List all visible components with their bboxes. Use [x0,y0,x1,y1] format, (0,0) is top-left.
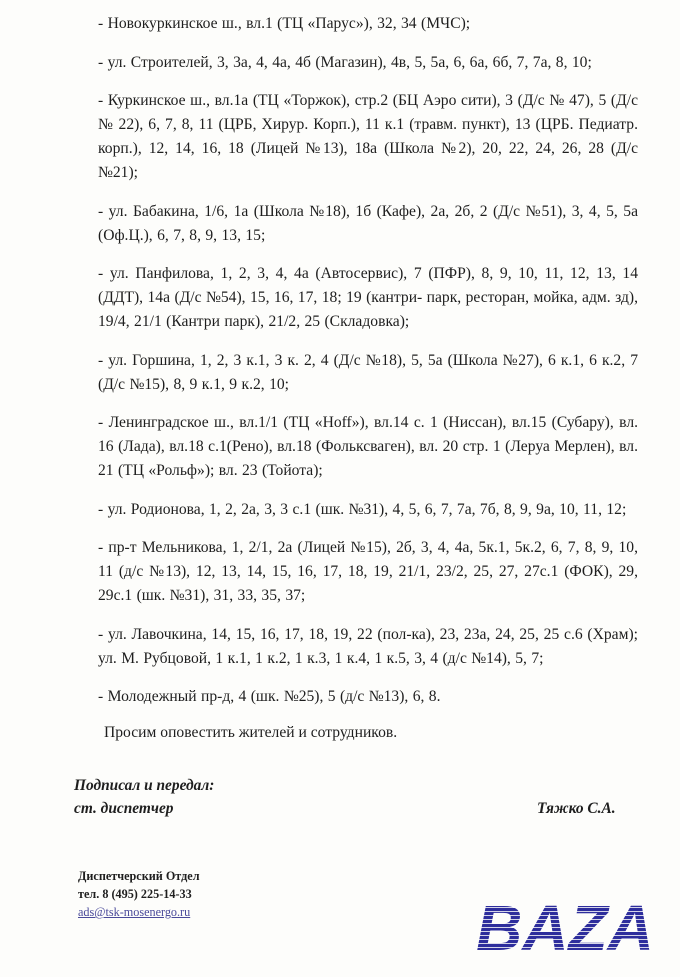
department-name: Диспетчерский Отдел [78,869,200,883]
signer-position: ст. диспетчер [74,800,174,817]
email-link[interactable]: ads@tsk-mosenergo.ru [78,905,191,919]
contact-block [78,867,200,921]
address-item: - Куркинское ш., вл.1а (ТЦ «Торжок), стр.2 (БЦ Аэро сити), 3 (Д/с № 47), 5 (Д/с № 22), 6, 7, 8, 11 (ЦРБ, Хирур. Корп.), 11 к.1 (травм. пункт), 13 (ЦРБ. Педиатр. корп.), 12, 14, 16, 18 (Лицей №13), 18а (Школа №2), 20, 22, 24, 26, 28 (Д/с №21); [98,92,638,181]
logo-text: BAZA [476,896,654,958]
address-item: - Новокуркинское ш., вл.1 (ТЦ «Парус»), 32, 34 (МЧС); [98,15,471,32]
notice-text: Просим оповестить жителей и сотрудников. [104,724,398,741]
address-item: - Ленинградское ш., вл.1/1 (ТЦ «Hoff»), вл.14 с. 1 (Ниссан), вл.15 (Субару), вл. 16 (Лада), вл.18 с.1(Рено), вл.18 (Фольксваген), вл. 20 стр. 1 (Леруа Мерлен), вл. 21 (ТЦ «Рольф»); вл. 23 (Тойота); [98,414,638,479]
baza-logo [470,896,660,958]
address-item: - Молодежный пр-д, 4 (шк. №25), 5 (д/с №13), 6, 8. [98,688,441,705]
signer-name: Тяжко С.А. [537,800,616,817]
address-list [98,12,638,724]
address-item: - пр-т Мельникова, 1, 2/1, 2а (Лицей №15), 2б, 3, 4, 4а, 5к.1, 5к.2, 6, 7, 8, 9, 10, 11 (д/с №13), 12, 13, 14, 15, 16, 17, 18, 19, 21/1, 23/2, 25, 27, 27с.1 (ФОК), 29, 29с.1 (шк. №31), 31, 33, 35, 37; [98,539,638,604]
signed-by-label: Подписал и передал: [74,777,215,794]
address-item: - ул. Панфилова, 1, 2, 3, 4, 4а (Автосервис), 7 (ПФР), 8, 9, 10, 11, 12, 13, 14 (ДДТ), 14а (Д/с №54), 15, 16, 17, 18; 19 (кантри- парк, ресторан, мойка, адм. зд), 19/4, 21/1 (Кантри парк), 21/2, 25 (Складовка); [98,265,638,330]
address-item: - ул. Бабакина, 1/6, 1а (Школа №18), 1б (Кафе), 2а, 2б, 2 (Д/с №51), 3, 4, 5, 5а (Оф.Ц.), 6, 7, 8, 9, 13, 15; [98,202,638,244]
address-item: - ул. Родионова, 1, 2, 2а, 3, 3 с.1 (шк. №31), 4, 5, 6, 7, 7а, 7б, 8, 9, 9а, 10, 11, 12; [98,500,627,518]
address-item: - ул. Лавочкина, 14, 15, 16, 17, 18, 19, 22 (пол-ка), 23, 23а, 24, 25, 25 с.6 (Храм); ул. М. Рубцовой, 1 к.1, 1 к.2, 1 к.3, 1 к.4, 1 к.5, 3, 4 (д/с №14), 5, 7; [98,625,638,667]
address-item: - ул. Горшина, 1, 2, 3 к.1, 3 к. 2, 4 (Д/с №18), 5, 5а (Школа №27), 6 к.1, 6 к.2, 7 (Д/с №15), 8, 9 к.1, 9 к.2, 10; [98,351,638,393]
phone-number: тел. 8 (495) 225-14-33 [78,887,192,901]
address-item: - ул. Строителей, 3, 3а, 4, 4а, 4б (Магазин), 4в, 5, 5а, 6, 6а, 6б, 7, 7а, 8, 10; [98,53,592,71]
